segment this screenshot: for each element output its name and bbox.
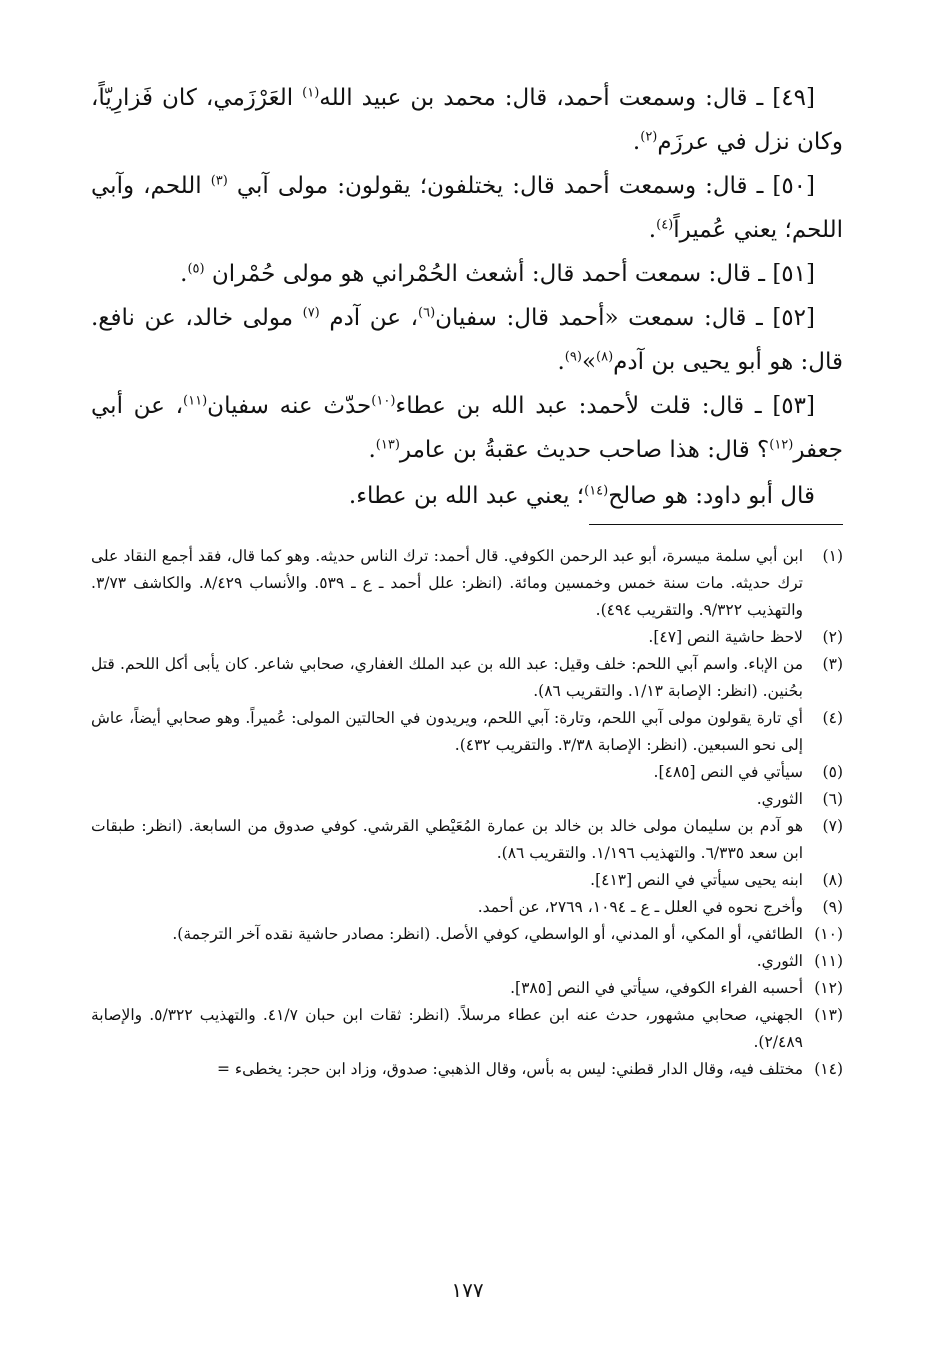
footnote-reference: (٧) xyxy=(302,305,320,321)
footnote-divider xyxy=(589,524,843,525)
footnote-reference: (١٠) xyxy=(371,393,396,409)
footnote-number: (١٠) xyxy=(814,925,843,943)
footnote-text: ابن أبي سلمة ميسرة، أبو عبد الرحمن الكوفي. قال أحمد: ترك الناس حديثه. وهو كما قال، فقد أجمع النقاد على ترك حديثه. مات سنة خمس وخمسين ومائة. (انظر: علل أحمد ـ ع ـ ٥٣٩. والأنساب ٨/٤٢٩. والكاشف ٣/٧٣. والتهذيب ٩/٣٢٢. والتقريب ٤٩٤). xyxy=(91,547,803,619)
footnote-number: (١٣) xyxy=(814,1006,843,1024)
footnote-reference: (٨) xyxy=(596,349,614,365)
footnote-item xyxy=(91,624,843,651)
text-run: . xyxy=(368,437,376,463)
footnote-text: وأخرج نحوه في العلل ـ ع ـ ١٠٩٤، ٢٧٦٩، عن أحمد. xyxy=(477,898,803,916)
text-run: . xyxy=(557,349,565,375)
text-run: العَرْزَمي، كان فَزارِيّاً، وكان نزل في عرزَم xyxy=(91,85,843,155)
text-run: . xyxy=(632,129,641,155)
footnote-number: (١٢) xyxy=(814,979,843,997)
main-paragraph xyxy=(91,296,843,384)
footnote-item xyxy=(91,921,843,948)
footnote-item xyxy=(91,894,843,921)
footnote-number: (٥) xyxy=(822,763,843,781)
closing-paragraph xyxy=(91,474,843,518)
footnote-number: (١) xyxy=(822,547,843,565)
main-text-body xyxy=(91,76,843,518)
footnote-reference: (٤) xyxy=(656,217,674,233)
text-run: ، عن أبي جعفر xyxy=(91,393,843,463)
footnote-item xyxy=(91,948,843,975)
footnote-number: (٧) xyxy=(822,817,843,835)
footnote-text: الثوري. xyxy=(756,952,803,970)
text-run: [٤٩] ـ قال: وسمعت أحمد، قال: محمد بن عبيد الله xyxy=(319,85,815,111)
footnote-text: الطائفي، أو المكي، أو المدني، أو الواسطي، كوفي الأصل. (انظر: مصادر حاشية نقده آخر الترجمة). xyxy=(172,925,803,943)
footnote-item xyxy=(91,813,843,867)
main-paragraph xyxy=(91,164,843,252)
footnote-text: الثوري. xyxy=(756,790,803,808)
footnote-item xyxy=(91,975,843,1002)
footnote-number: (٦) xyxy=(822,790,843,808)
text-run: [٥٣] ـ قال: قلت لأحمد: عبد الله بن عطاء xyxy=(395,393,815,419)
text-run: حدّث عنه سفيان xyxy=(207,393,372,419)
text-run: اللحم، وآبي اللحم؛ يعني عُميراً xyxy=(91,173,843,243)
text-run: » xyxy=(581,349,597,375)
text-run: قال أبو داود: هو صالح xyxy=(608,483,815,509)
main-paragraph xyxy=(91,384,843,472)
text-run: [٥٢] ـ قال: سمعت «أحمد قال: سفيان xyxy=(435,305,815,331)
text-run: . xyxy=(180,261,188,287)
footnote-number: (٢) xyxy=(822,628,843,646)
footnote-text: سيأتي في النص [٤٨٥]. xyxy=(653,763,803,781)
footnote-item xyxy=(91,1002,843,1056)
text-run: [٥١] ـ قال: سمعت أحمد قال: أشعث الحُمْراني هو مولى حُمْران xyxy=(204,261,815,287)
footnote-text: أي تارة يقولون مولى آبي اللحم، وتارة: آبي اللحم، ويريدون في الحالتين المولى: عُميراً. وهو صحابي أيضاً، عاش إلى نحو السبعين. (انظر: الإصابة ٣/٣٨. والتقريب ٤٣٢). xyxy=(91,709,803,754)
text-run: ؟ قال: هذا صاحب حديث عقبةُ بن عامر xyxy=(399,437,770,463)
footnote-reference: (٩) xyxy=(564,349,582,365)
footnote-text: أحسبه الفراء الكوفي، سيأتي في النص [٣٨٥]. xyxy=(510,979,803,997)
footnote-reference: (٦) xyxy=(418,305,436,321)
text-run: ، عن آدم xyxy=(319,305,419,331)
footnote-item xyxy=(91,759,843,786)
footnote-text: من الإباء. واسم آبي اللحم: خلف وقيل: عبد الله بن عبد الملك الغفاري، صحابي شاعر. كان يأبى أكل اللحم. قتل بحُنين. (انظر: الإصابة ١/١٣. والتقريب ٨٦). xyxy=(91,655,803,700)
footnote-item xyxy=(91,867,843,894)
footnote-number: (٣) xyxy=(822,655,843,673)
footnote-reference: (٢) xyxy=(640,129,658,145)
footnote-reference: (١٢) xyxy=(769,437,794,453)
footnote-text: الجهني، صحابي مشهور، حدث عنه ابن عطاء مرسلاً. (انظر: ثقات ابن حبان ٤١/٧. والتهذيب ٥/٣٢٢. والإصابة ٢/٤٨٩). xyxy=(91,1006,803,1051)
footnote-item xyxy=(91,786,843,813)
main-paragraph xyxy=(91,76,843,164)
footnote-reference: (١) xyxy=(302,85,320,101)
text-run: [٥٠] ـ قال: وسمعت أحمد قال: يختلفون؛ يقولون: مولى آبي xyxy=(227,173,816,199)
main-paragraph xyxy=(91,252,843,296)
footnote-number: (١٤) xyxy=(814,1060,843,1078)
footnote-reference: (٥) xyxy=(187,261,205,277)
footnote-reference: (٣) xyxy=(210,173,228,189)
footnote-item xyxy=(91,705,843,759)
footnote-item xyxy=(91,543,843,624)
footnote-text: مختلف فيه، وقال الدار قطني: ليس به بأس، وقال الذهبي: صدوق، وزاد ابن حجر: يخطىء = xyxy=(216,1060,803,1078)
text-run: مولى خالد، عن نافع. قال: هو أبو يحيى بن آدم xyxy=(91,305,843,375)
footnote-reference: (١٣) xyxy=(375,437,400,453)
footnote-text: ابنه يحيى سيأتي في النص [٤١٣]. xyxy=(590,871,803,889)
footnote-item xyxy=(91,651,843,705)
footnote-number: (٤) xyxy=(822,709,843,727)
text-run: ؛ يعني عبد الله بن عطاء. xyxy=(348,483,585,509)
footnote-reference: (١٤) xyxy=(584,483,609,499)
page-number: ١٧٧ xyxy=(451,1278,484,1302)
footnote-number: (٩) xyxy=(822,898,843,916)
footnote-item xyxy=(91,1056,843,1083)
footnote-text: لاحظ حاشية النص [٤٧]. xyxy=(648,628,803,646)
text-run: . xyxy=(648,217,657,243)
footnotes-list xyxy=(91,543,843,1083)
footnote-reference: (١١) xyxy=(183,393,208,409)
footnote-number: (٨) xyxy=(822,871,843,889)
footnote-text: هو آدم بن سليمان مولى خالد بن خالد بن عمارة المُعَيْطي القرشي. كوفي صدوق من السابعة. (انظر: طبقات ابن سعد ٦/٣٣٥. والتهذيب ١/١٩٦. والتقريب ٨٦). xyxy=(91,817,803,862)
footnote-number: (١١) xyxy=(814,952,843,970)
